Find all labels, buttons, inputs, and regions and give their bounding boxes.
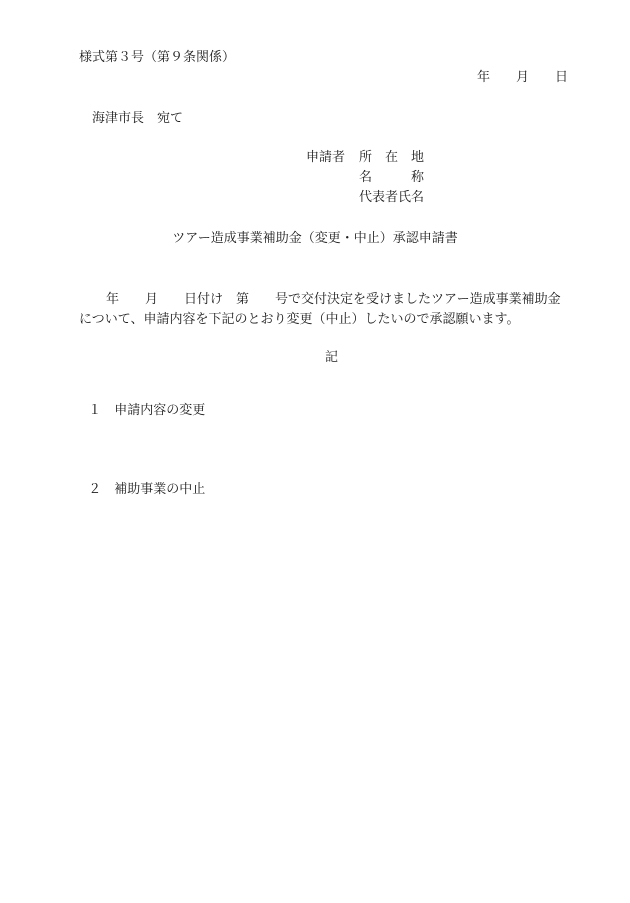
applicant-name-label: 名 称 <box>359 170 425 185</box>
document-title: ツアー造成事業補助金（変更・中止）承認申請書 <box>172 231 458 246</box>
body-text-line-1: 年 月 日付け 第 号で交付決定を受けましたツアー造成事業補助金 <box>106 292 561 307</box>
date-line: 年 月 日 <box>477 70 569 85</box>
applicant-label: 申請者 <box>306 150 346 165</box>
item-label: 補助事業の中止 <box>114 482 206 497</box>
list-item <box>80 391 205 417</box>
item-number: １ <box>88 403 102 418</box>
ki-heading: 記 <box>324 350 338 365</box>
addressee: 海津市長 宛て <box>92 111 184 126</box>
applicant-address-label: 所 在 地 <box>359 150 425 165</box>
list-item <box>80 470 205 496</box>
item-number: ２ <box>88 482 102 497</box>
applicant-representative-label: 代表者氏名 <box>359 190 425 205</box>
form-number: 様式第３号（第９条関係） <box>79 50 236 65</box>
item-label: 申請内容の変更 <box>114 403 206 418</box>
body-text-line-2: について、申請内容を下記のとおり変更（中止）したいので承認願います。 <box>79 312 520 327</box>
